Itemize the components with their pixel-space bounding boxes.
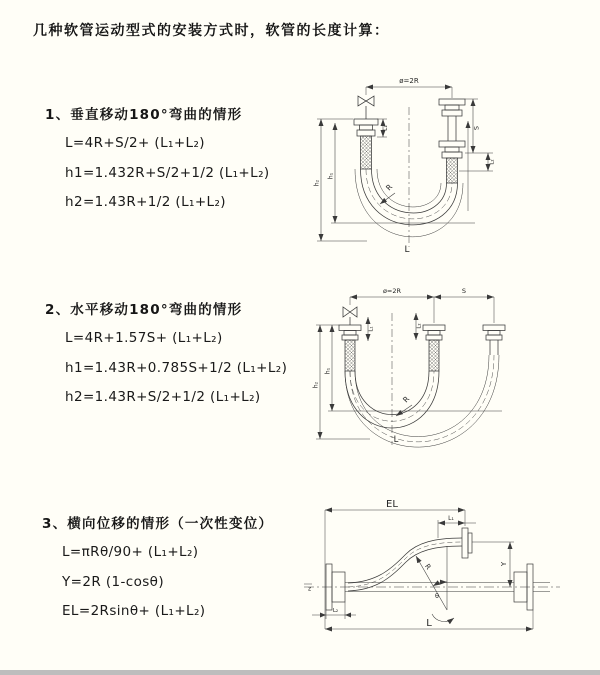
hose-drawing — [316, 297, 505, 447]
dim-el-label: EL — [386, 499, 398, 510]
formula-line: h2=1.43R+S/2+1/2 (L₁+L₂) — [65, 389, 261, 405]
left-fitting — [339, 325, 361, 371]
section-2 — [45, 298, 287, 419]
dim-h1-label: h₁ — [327, 172, 335, 180]
diagram-horizontal-bend — [306, 279, 526, 451]
right-fitting — [439, 99, 465, 183]
displaced-flange — [462, 528, 472, 558]
dim-l1-label: L₁ — [382, 125, 389, 131]
angle-label: θ — [435, 592, 439, 600]
radius-label: R — [401, 394, 412, 405]
dim-l1-label: L₁ — [368, 326, 375, 332]
section-3-heading: 3、横向位移的情形（一次性变位） — [42, 516, 274, 532]
formula-line: h1=1.43R+0.785S+1/2 (L₁+L₂) — [65, 359, 288, 376]
page-edge — [0, 670, 600, 675]
dim-diameter-label: ø=2R — [382, 287, 402, 295]
dim-l2-label: L₂ — [489, 159, 496, 165]
vertical-bend-drawing — [307, 71, 512, 256]
section-3 — [42, 512, 273, 633]
dim-l2-label: L₂ — [416, 323, 423, 329]
dim-h2-label: h₂ — [313, 179, 321, 187]
radius-label: R — [384, 182, 395, 193]
formula-line: EL=2Rsinθ+ (L₁+L₂) — [62, 603, 206, 619]
formula-line: L=πRθ/90+ (L₁+L₂) — [62, 544, 199, 560]
section-1 — [45, 103, 270, 224]
dim-s-label: S — [472, 125, 481, 131]
center-fitting — [423, 325, 445, 371]
dim-h1-label: h₁ — [324, 367, 332, 375]
right-fitting — [483, 325, 505, 355]
horizontal-bend-drawing — [306, 279, 526, 451]
length-label: L — [393, 435, 399, 445]
hose-drawing — [317, 87, 493, 247]
diagram-vertical-bend — [307, 71, 512, 256]
section-1-heading: 1、垂直移动180°弯曲的情形 — [45, 107, 243, 123]
valve-icon — [358, 96, 374, 106]
dim-l1-label: L₁ — [448, 515, 454, 522]
hose-drawing — [304, 510, 560, 629]
radius-label: R — [422, 562, 433, 572]
lateral-shift-drawing — [296, 498, 566, 653]
length-label: L — [426, 618, 432, 629]
formula-line: h1=1.432R+S/2+1/2 (L₁+L₂) — [65, 164, 270, 181]
axis-label: z — [308, 585, 312, 593]
formula-line: L=4R+S/2+ (L₁+L₂) — [65, 135, 205, 151]
formula-line: h2=1.43R+1/2 (L₁+L₂) — [65, 194, 226, 210]
formula-line: L=4R+1.57S+ (L₁+L₂) — [65, 330, 223, 346]
dim-diameter-label: ø=2R — [399, 77, 419, 85]
left-fitting — [354, 119, 378, 169]
dim-l2-label: L₂ — [332, 608, 339, 614]
valve-icon — [343, 307, 357, 317]
diagram-lateral-shift — [296, 498, 566, 653]
section-2-heading: 2、水平移动180°弯曲的情形 — [45, 302, 243, 318]
dim-y-label: Y — [500, 561, 508, 567]
formula-line: Y=2R (1-cosθ) — [62, 573, 164, 590]
dim-s-label: S — [461, 287, 467, 295]
dim-h2-label: h₂ — [312, 381, 320, 389]
page-title: 几种软管运动型式的安装方式时，软管的长度计算： — [33, 23, 390, 39]
length-label: L — [404, 245, 410, 255]
